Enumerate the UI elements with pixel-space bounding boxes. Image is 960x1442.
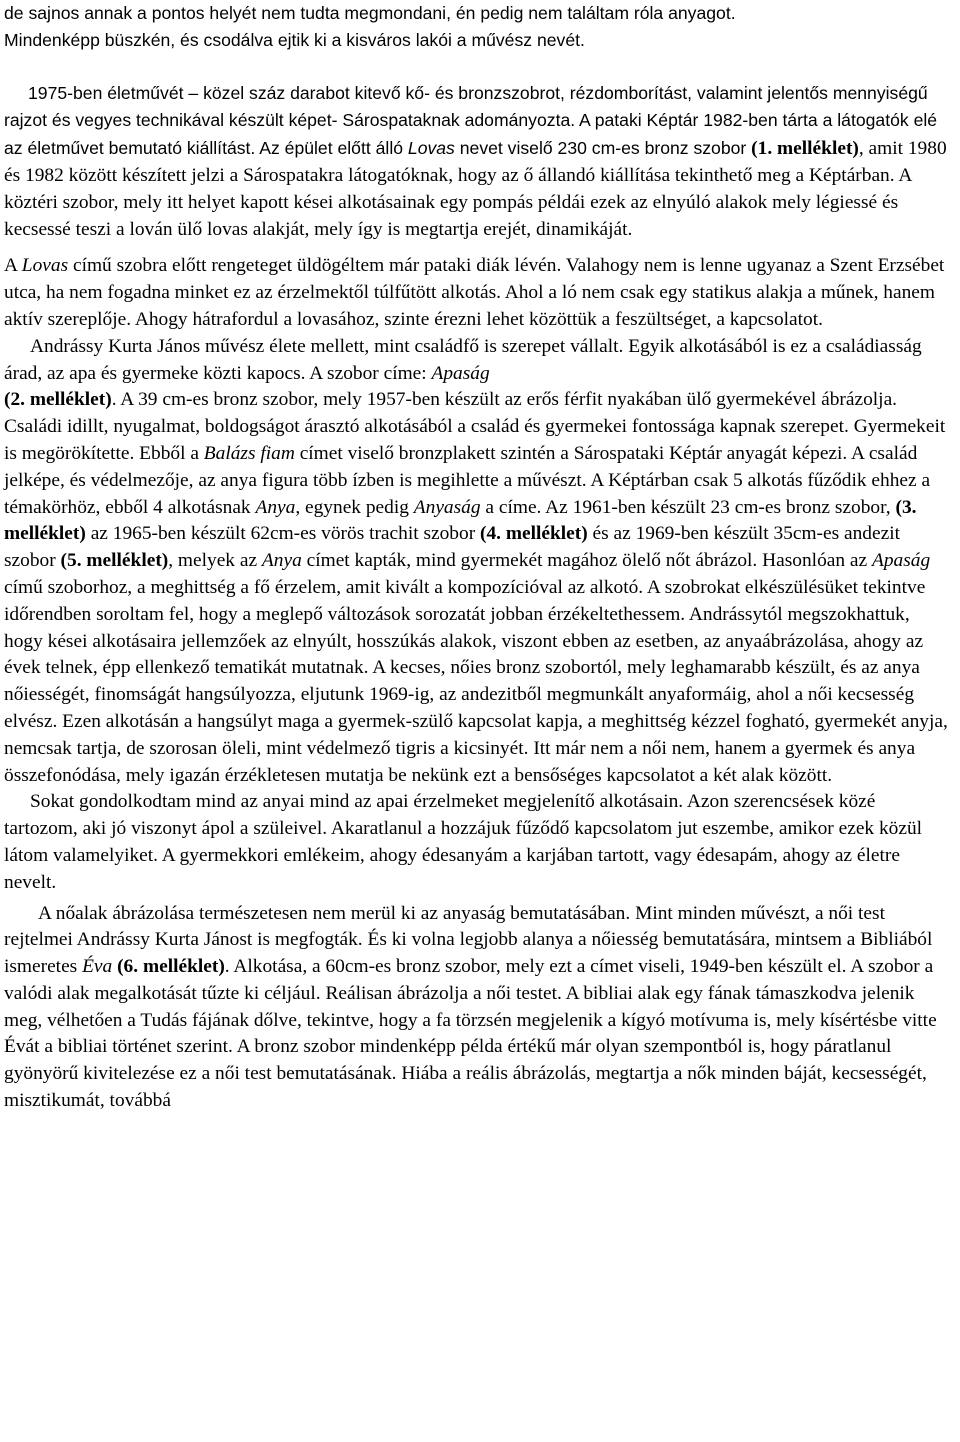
- paragraph-2-text-2: című szobra előtt rengeteget üldögéltem már pataki diák lévén. Valahogy nem is lenne ugyanaz a Szent Erzsébet utca, ha nem fogadna minket ez az érzelmektől túlfűtött alkotás. Ahol a ló nem csak egy statikus alakja a műnek, hanem aktív szereplője. Ahogy hátrafordul a lovasához, szinte érezni lehet közöttük a feszültséget, a kapcsolatot.: [4, 255, 945, 330]
- appendix-ref-2: (2. melléklet): [4, 389, 112, 411]
- paragraph-5: [4, 901, 952, 1115]
- artwork-title-anya-2: Anya: [261, 550, 302, 572]
- paragraph-2: [4, 253, 952, 333]
- artwork-title-anya: Anya: [255, 496, 296, 518]
- appendix-ref-1: (1. melléklet): [751, 138, 859, 160]
- paragraph-4-text: Sokat gondolkodtam mind az anyai mind az apai érzelmeket megjelenítő alkotásain. Azon szerencsések közé tartozom, aki jó viszonyt ápol a szüleivel. Akaratlanul a hozzájuk fűződő kapcsolatom jut eszembe, amikor ezek közül látom valamelyiket. A gyermekkori emlékeim, ahogy édesanyám a karjában tartott, vagy édesapám, ahogy az életre nevelt.: [4, 791, 923, 893]
- paragraph-3: [4, 334, 952, 790]
- paragraph-3-text-4: , egynek pedig: [295, 496, 414, 518]
- paragraph-3-text-3: címet viselő bronzplakett szintén a Sárospataki Képtár anyagát képezi. A család jelképe, és védelmezője, az anya figura több ízben is megihlette a művészt. A Képtárban csak 5 alkotás fűződik ehhez a témakörhöz, ebből 4 alkotásnak: [4, 442, 931, 518]
- document-page: [4, 0, 952, 1115]
- paragraph-3-text-9: címet kapták, mind gyermekét magához ölelő nőt ábrázol. Hasonlóan az: [301, 550, 872, 572]
- paragraph-1-text: nevet viselő 230 cm-es bronz szobor: [454, 138, 752, 159]
- paragraph-2-text: A: [4, 255, 22, 277]
- paragraph-3-text: Andrássy Kurta János művész élete mellett, mint családfő is szerepet vállalt. Egyik alkotásából is ez a családiasság árad, az apa és gyermeke közti kapocs. A szobor címe:: [4, 335, 922, 384]
- paragraph-3-text-6: az 1965-ben készült 62cm-es vörös trachit szobor: [85, 523, 480, 545]
- paragraph-5-text: A nőalak ábrázolása természetesen nem merül ki az anyaság bemutatásában. Mint minden művészt, a női test rejtelmei Andrássy Kurta Jánost is megfogták. És ki volna legjobb alanya a nőiesség bemutatására, mintsem a Bibliából ismeretes: [4, 902, 933, 978]
- paragraph-0: [4, 0, 952, 54]
- blank-line: [4, 54, 952, 80]
- paragraph-0-line-2: Mindenképp büszkén, és csodálva ejtik ki a kisváros lakói a művész nevét.: [4, 29, 585, 50]
- paragraph-1-sans-text-2: A pataki Képtár 1982-ben tárta a látogatók elé az életművet bemutató kiállítást. Az épület előtt álló: [4, 110, 938, 159]
- paragraph-4: [4, 789, 952, 896]
- appendix-ref-4: (4. melléklet): [480, 523, 588, 545]
- artwork-title-eva: Éva: [82, 956, 113, 978]
- paragraph-3-text-7: és az 1969-ben készült 35cm-es andezit szobor: [4, 523, 900, 572]
- appendix-ref-6: (6. melléklet): [117, 956, 225, 978]
- paragraph-gap: [4, 243, 952, 253]
- artwork-title-lovas: Lovas: [407, 138, 455, 159]
- paragraph-1-sans-text: 1975-ben életművét – közel száz darabot kitevő kő- és bronzszobrot, rézdomborítást, valamint jelentős mennyiségű rajzot és vegyes technikával készült képet- Sárospataknak adományozta.: [4, 82, 928, 131]
- paragraph-1: [4, 80, 952, 244]
- artwork-title-lovas-2: Lovas: [21, 255, 69, 277]
- paragraph-0-line-1: de sajnos annak a pontos helyét nem tudta megmondani, én pedig nem találtam róla anyagot.: [4, 3, 736, 23]
- paragraph-3-text-10: című szoborhoz, a meghittség a fő érzelem, amit kivált a kompozícióval az alkotó. A szobrokat elkészülésüket tekintve időrendben soroltam fel, hogy a meglepő változások sorozatát jobban érzékeltethessem. Andrássytól megszokhattuk, hogy kései alkotásaira jellemzőek az elnyúlt, hosszúkás alakok, viszont ebben az esetben, az anyaábrázolása, ahogy az évek telnek, épp ellenkező tematikát mutatnak. A kecses, nőies bronz szobortól, mely leghamarabb készült, és az anya nőiességét, finomságát hangsúlyozza, eljutunk 1969-ig, az andezitből megmunkált anyaformáig, ahol a női kecsesség elvész. Ezen alkotásán a hangsúlyt maga a gyermek-szülő kapcsolat kapja, a meghittség kézzel fogható, gyermekét anyja, nemcsak tartja, de szorosan öleli, mint védelmező tigris a kicsinyét. Itt már nem a női nem, hanem a gyermek és anya összefonódása, mely igazán érzékletesen mutatja be nekünk ezt a bensőséges kapcsolatot a két alak között.: [4, 576, 948, 786]
- paragraph-3-text-8: , melyek az: [168, 550, 262, 572]
- paragraph-5-text-2: . Alkotása, a 60cm-es bronz szobor, mely ezt a címet viseli, 1949-ben készült el. A szobor a valódi alak megalkotását tűzte ki céljául. Reálisan ábrázolja a női testet. A bibliai alak egy fának támaszkodva jelenik meg, vélhetően a Tudás fájának dőlve, tekintve, hogy a fa törzsén megjelenik a kígyó motívuma is, mely kísértésbe vitte Évát a bibliai történet szerint. A bronz szobor mindenképp példa értékű már olyan szempontból is, hogy páratlanul gyönyörű kivitelezése ez a női test bemutatásának. Hiába a reális ábrázolás, megtartja a nők minden báját, kecsességét, misztikumát, továbbá: [4, 956, 937, 1112]
- appendix-ref-3: (3. melléklet): [4, 496, 917, 545]
- artwork-title-apasag: Apaság: [431, 362, 490, 384]
- paragraph-3-text-5: a címe. Az 1961-ben készült 23 cm-es bronz szobor,: [480, 496, 896, 518]
- artwork-title-anyasag: Anyaság: [413, 496, 481, 518]
- artwork-title-apasag-2: Apaság: [871, 550, 931, 572]
- paragraph-1-text-2: , amit 1980 és 1982 között készített jelzi a Sárospatakra látogatóknak, hogy az ő állandó kiállítása tekinthető meg a Képtárban. A köztéri szobor, mely itt helyet kapott kései alkotásainak egy pompás példái ezek az elnyúló alakok mely légiessé és kecsessé teszi a lován ülő lovas alakját, mely így is megtartja erejét, dinamikáját.: [4, 138, 947, 240]
- artwork-title-balazs-fiam: Balázs fiam: [203, 442, 295, 464]
- paragraph-3-text-2: . A 39 cm-es bronz szobor, mely 1957-ben készült az erős férfit nyakában ülő gyermekével ábrázolja. Családi idillt, nyugalmat, boldogságot árasztó alkotásából a család és gyermekei fontossága kapnak szerepet. Gyermekeit is megörökítette. Ebből a: [4, 389, 946, 464]
- appendix-ref-5: (5. melléklet): [60, 550, 169, 572]
